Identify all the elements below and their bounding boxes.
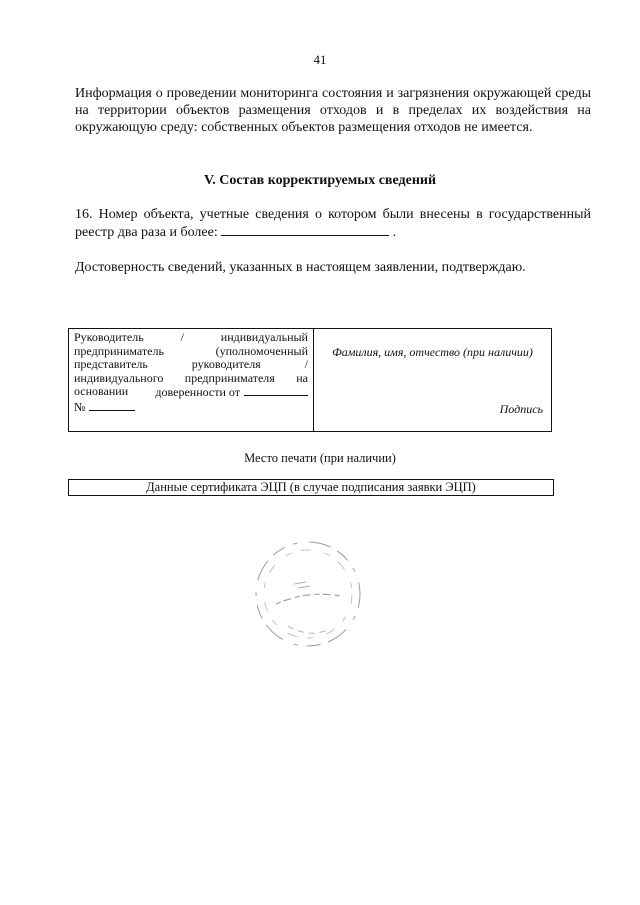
- signatory-word: индивидуального: [74, 370, 164, 385]
- faded-stamp-icon: [248, 534, 368, 654]
- number-sign: №: [74, 399, 86, 414]
- signatory-word: руководителя: [191, 357, 261, 371]
- signatory-word: предпринимателя: [184, 370, 275, 385]
- signature-table: [68, 328, 552, 432]
- signatory-line-3: [74, 358, 308, 372]
- item-16: [75, 206, 591, 241]
- signatory-cell: [69, 329, 314, 431]
- signatory-word: основании: [74, 384, 129, 398]
- full-name-label: Фамилия, имя, отчество (при наличии): [332, 345, 533, 359]
- signatory-word: представитель: [74, 357, 148, 371]
- item-16-suffix: .: [392, 225, 397, 240]
- signatory-word: индивидуальный: [220, 330, 308, 344]
- signatory-word: доверенности от: [155, 385, 240, 399]
- signatory-word: /: [304, 357, 308, 371]
- signatory-line-6: [74, 400, 308, 415]
- power-of-attorney-date-blank[interactable]: [244, 385, 308, 396]
- item-16-blank-line[interactable]: [221, 223, 389, 236]
- signatory-word: на: [296, 370, 308, 385]
- signatory-line-1: [74, 331, 308, 345]
- signatory-word: предприниматель: [74, 343, 164, 358]
- confirmation-statement: Достоверность сведений, указанных в настоящем заявлении, подтверждаю.: [75, 260, 526, 275]
- paragraph-monitoring: Информация о проведении мониторинга состояния и загрязнения окружающей среды на территории объектов размещения отходов и в пределах их воздействия на окружающую среду: собственных объектов размещения отходов не имеется.: [75, 86, 591, 135]
- section-heading: V. Состав корректируемых сведений: [203, 173, 437, 188]
- signatory-word: Руководитель: [74, 330, 144, 344]
- signatory-line-5: [74, 385, 308, 400]
- page-number: 41: [313, 52, 327, 67]
- name-signature-cell: [314, 329, 551, 431]
- signature-label: Подпись: [499, 402, 543, 416]
- signatory-word: /: [180, 330, 184, 344]
- ecp-certificate-box: Данные сертификата ЭЦП (в случае подписания заявки ЭЦП): [68, 479, 554, 496]
- power-of-attorney-number-blank[interactable]: [89, 400, 135, 411]
- stamp-place-label: Место печати (при наличии): [244, 451, 396, 465]
- signatory-line-2: [74, 345, 308, 359]
- signatory-word: (уполномоченный: [215, 343, 308, 358]
- item-16-text: 16. Номер объекта, учетные сведения о котором были внесены в государственный реестр два раза и более:: [75, 207, 591, 240]
- signatory-line-4: [74, 372, 308, 386]
